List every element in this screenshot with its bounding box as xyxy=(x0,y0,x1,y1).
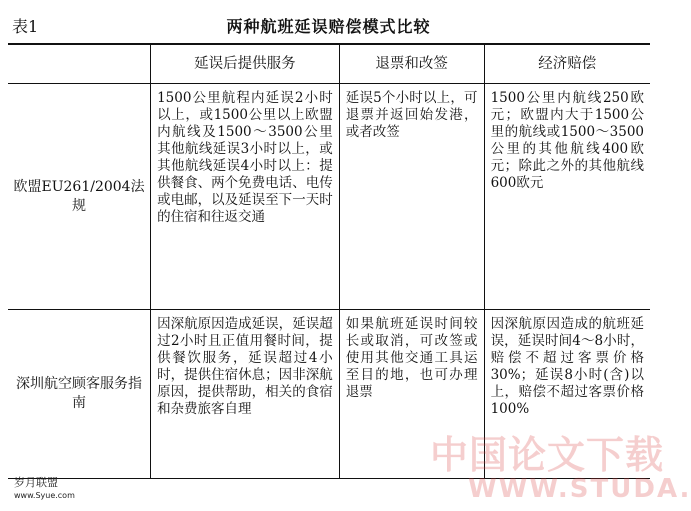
table-title: 两种航班延误赔偿模式比较 xyxy=(226,17,431,36)
row-heading: 深圳航空顾客服务指南 xyxy=(8,310,151,479)
compensation-cell: 1500公里内航线250欧元；欧盟内大于1500公里的航线或1500～3500公里的其他航线400欧元；除此之外的其他航线600欧元 xyxy=(484,84,650,310)
table-label: 表1 xyxy=(12,17,39,36)
table-row xyxy=(8,84,650,310)
service-cell: 因深航原因造成延误，延误超过2小时且正值用餐时间，提供餐饮服务，延误超过4小时，提供住宿休息；因非深航原因，提供帮助，相关的食宿和杂费旅客自理 xyxy=(151,310,340,479)
comparison-table xyxy=(8,43,650,479)
service-cell: 1500公里航程内延误2小时以上，或1500公里以上欧盟内航线及1500～3500公里其他航线延误3小时以上，或其他航线延误4小时以上：提供餐食、两个免费电话、电传或电邮，以及延误至下一天时的住宿和往返交通 xyxy=(151,84,340,310)
watermark-logo-text: 岁月联盟 xyxy=(14,476,58,489)
header-row xyxy=(8,44,650,84)
refund-cell: 延误5个小时以上，可退票并返回始发港，或者改签 xyxy=(339,84,484,310)
refund-cell: 如果航班延误时间较长或取消，可改签或使用其他交通工具运至目的地，也可办理退票 xyxy=(339,310,484,479)
header-service: 延误后提供服务 xyxy=(151,44,340,84)
watermark-logo xyxy=(14,476,75,502)
header-compensation: 经济赔偿 xyxy=(484,44,650,84)
watermark-url: WWW.STUDA. xyxy=(468,474,691,504)
header-corner xyxy=(8,44,151,84)
watermark-center-text: 中国论文下载 xyxy=(430,433,665,477)
compensation-cell: 因深航原因造成的航班延误，延误时间4～8小时，赔偿不超过客票价格30%；延误8小时(含)以上，赔偿不超过客票价格100% xyxy=(484,310,650,479)
watermark-site: www.Syue.com xyxy=(14,491,75,500)
header-refund: 退票和改签 xyxy=(339,44,484,84)
row-heading: 欧盟EU261/2004法规 xyxy=(8,84,151,310)
